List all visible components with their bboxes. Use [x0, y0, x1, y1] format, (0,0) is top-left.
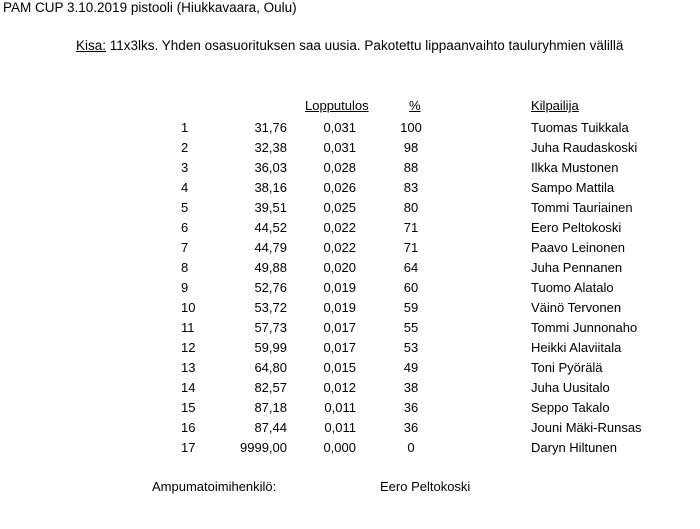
- rank-cell: 7: [181, 240, 189, 255]
- rank-cell: 14: [181, 380, 196, 395]
- competitor-cell: Tommi Junnonaho: [531, 320, 638, 335]
- percent-cell: 38: [403, 380, 419, 395]
- table-row: [0, 158, 700, 178]
- competitor-cell: Daryn Hiltunen: [531, 440, 617, 455]
- competition-label: Kisa:: [76, 38, 107, 53]
- table-row: [0, 178, 700, 198]
- table-row: [0, 118, 700, 138]
- percent-cell: 80: [403, 200, 419, 215]
- page-title: PAM CUP 3.10.2019 pistooli (Hiukkavaara, Oulu): [3, 0, 297, 15]
- competitor-cell: Tuomo Alatalo: [531, 280, 614, 295]
- competitor-cell: Tuomas Tuikkala: [531, 120, 629, 135]
- rank-cell: 3: [181, 160, 189, 175]
- competitor-cell: Juha Raudaskoski: [531, 140, 638, 155]
- percent-cell: 88: [403, 160, 419, 175]
- rank-cell: 9: [181, 280, 189, 295]
- rank-cell: 13: [181, 360, 196, 375]
- time-cell: 44,52: [254, 220, 287, 235]
- table-row: [0, 238, 700, 258]
- rank-cell: 12: [181, 340, 196, 355]
- result-cell: 0,020: [323, 260, 356, 275]
- competitor-cell: Juha Pennanen: [531, 260, 623, 275]
- rank-cell: 6: [181, 220, 189, 235]
- result-cell: 0,031: [323, 120, 356, 135]
- time-cell: 32,38: [254, 140, 287, 155]
- result-cell: 0,012: [323, 380, 356, 395]
- time-cell: 87,44: [254, 420, 287, 435]
- table-row: [0, 318, 700, 338]
- time-cell: 44,79: [254, 240, 287, 255]
- rank-cell: 1: [181, 120, 189, 135]
- percent-cell: 55: [403, 320, 419, 335]
- table-row: [0, 378, 700, 398]
- rank-cell: 4: [181, 180, 189, 195]
- table-row: [0, 218, 700, 238]
- competitor-cell: Sampo Mattila: [531, 180, 615, 195]
- result-cell: 0,017: [323, 340, 356, 355]
- percent-cell: 71: [403, 240, 419, 255]
- competitor-cell: Juha Uusitalo: [531, 380, 610, 395]
- competitor-cell: Ilkka Mustonen: [531, 160, 619, 175]
- competitor-cell: Seppo Takalo: [531, 400, 610, 415]
- table-row: [0, 278, 700, 298]
- time-cell: 52,76: [254, 280, 287, 295]
- percent-cell: 0: [407, 440, 415, 455]
- competitor-cell: Tommi Tauriainen: [531, 200, 633, 215]
- percent-cell: 71: [403, 220, 419, 235]
- percent-cell: 59: [403, 300, 419, 315]
- competitor-cell: Paavo Leinonen: [531, 240, 625, 255]
- time-cell: 39,51: [254, 200, 287, 215]
- competitor-cell: Väinö Tervonen: [531, 300, 622, 315]
- percent-cell: 100: [400, 120, 422, 135]
- time-cell: 82,57: [254, 380, 287, 395]
- range-officer-label: Ampumatoimihenkilö:: [152, 479, 277, 494]
- result-cell: 0,031: [323, 140, 356, 155]
- time-cell: 53,72: [254, 300, 287, 315]
- percent-cell: 36: [403, 420, 419, 435]
- percent-cell: 60: [403, 280, 419, 295]
- range-officer-name: Eero Peltokoski: [380, 479, 471, 494]
- competitor-cell: Toni Pyörälä: [531, 360, 603, 375]
- competitor-cell: Jouni Mäki-Runsas: [531, 420, 642, 435]
- percent-cell: 98: [403, 140, 419, 155]
- rank-cell: 11: [181, 320, 195, 335]
- competition-text: 11x3lks. Yhden osasuorituksen saa uusia. Pakotettu lippaanvaihto tauluryhmien välillä: [106, 38, 624, 53]
- table-row: [0, 198, 700, 218]
- result-cell: 0,015: [323, 360, 356, 375]
- result-cell: 0,022: [323, 240, 356, 255]
- percent-cell: 36: [403, 400, 419, 415]
- time-cell: 87,18: [254, 400, 287, 415]
- percent-cell: 53: [403, 340, 419, 355]
- result-cell: 0,019: [323, 280, 356, 295]
- rank-cell: 17: [181, 440, 196, 455]
- rank-cell: 15: [181, 400, 196, 415]
- rank-cell: 16: [181, 420, 196, 435]
- percent-cell: 49: [403, 360, 419, 375]
- time-cell: 64,80: [254, 360, 287, 375]
- percent-cell: 83: [403, 180, 419, 195]
- time-cell: 38,16: [254, 180, 287, 195]
- time-cell: 9999,00: [240, 440, 287, 455]
- rank-cell: 10: [181, 300, 196, 315]
- result-cell: 0,022: [323, 220, 356, 235]
- time-cell: 59,99: [254, 340, 287, 355]
- header-competitor: Kilpailija: [531, 98, 579, 113]
- time-cell: 57,73: [254, 320, 287, 335]
- competitor-cell: Heikki Alaviitala: [531, 340, 622, 355]
- rank-cell: 2: [181, 140, 189, 155]
- result-cell: 0,011: [324, 400, 356, 415]
- table-row: [0, 438, 700, 458]
- rank-cell: 8: [181, 260, 189, 275]
- percent-cell: 64: [403, 260, 419, 275]
- table-row: [0, 138, 700, 158]
- rank-cell: 5: [181, 200, 189, 215]
- table-row: [0, 398, 700, 418]
- time-cell: 36,03: [254, 160, 287, 175]
- header-percent: %: [409, 98, 421, 113]
- result-cell: 0,000: [323, 440, 356, 455]
- result-cell: 0,025: [323, 200, 356, 215]
- result-cell: 0,011: [324, 420, 356, 435]
- table-row: [0, 298, 700, 318]
- time-cell: 31,76: [254, 120, 287, 135]
- table-row: [0, 338, 700, 358]
- competition-description: [76, 38, 623, 53]
- result-cell: 0,028: [323, 160, 356, 175]
- result-cell: 0,019: [323, 300, 356, 315]
- time-cell: 49,88: [254, 260, 287, 275]
- table-row: [0, 358, 700, 378]
- result-cell: 0,017: [323, 320, 356, 335]
- table-row: [0, 418, 700, 438]
- results-table: [0, 118, 700, 458]
- table-row: [0, 258, 700, 278]
- header-result: Lopputulos: [305, 98, 369, 113]
- competitor-cell: Eero Peltokoski: [531, 220, 622, 235]
- result-cell: 0,026: [323, 180, 356, 195]
